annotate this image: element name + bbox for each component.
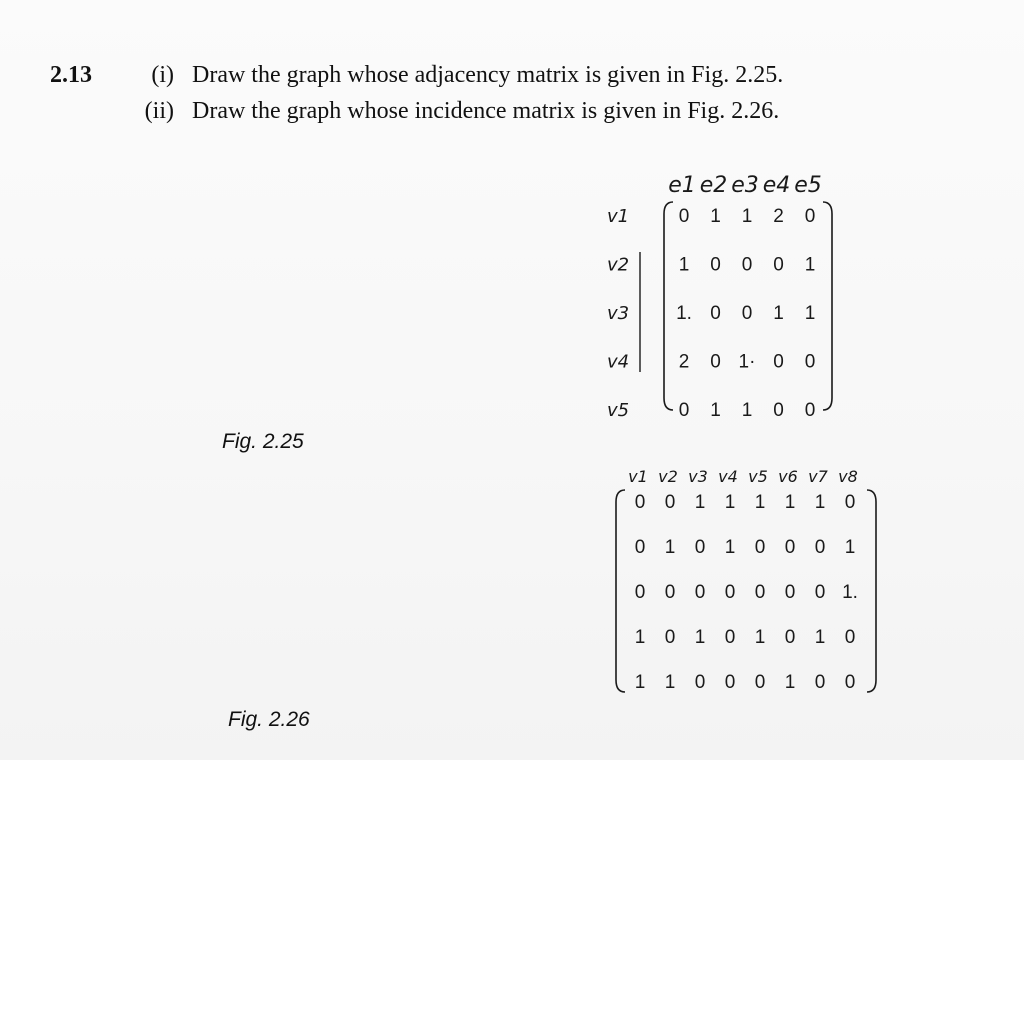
row-label: v1 [606, 206, 630, 227]
right-bracket [867, 490, 876, 692]
item-text: Draw the graph whose incidence matrix is given in Fig. 2.26. [192, 98, 780, 124]
matrix-cell: 0 [694, 672, 706, 693]
matrix-cell: 1. [676, 303, 692, 324]
column-label: e5 [794, 173, 822, 198]
matrix-cell: 0 [710, 303, 721, 324]
matrix-cell: 0 [710, 254, 721, 276]
matrix-cell: 1 [724, 537, 736, 558]
matrix-cell: 0 [724, 582, 736, 603]
matrix-cell: 1 [814, 627, 826, 648]
matrix-cell: 0 [804, 351, 816, 373]
matrix-cell: 1 [664, 672, 676, 693]
matrix-cell: 0 [773, 254, 784, 276]
matrix-cell: 1 [678, 254, 690, 276]
left-bracket [664, 202, 673, 410]
matrix-cell: 1 [664, 537, 676, 558]
matrix-cell: 0 [754, 537, 766, 558]
matrix-cell: 2 [773, 206, 784, 227]
matrix-cell: 0 [784, 537, 796, 558]
matrix-cell: 0 [634, 492, 646, 513]
matrix-cell: 1 [694, 627, 706, 648]
figure-label-2-25: Fig. 2.25 [222, 430, 304, 453]
matrix-cell: 0 [741, 303, 753, 324]
matrix-cell: 1 [754, 627, 766, 648]
matrix-cell: 1 [634, 672, 646, 693]
matrix-cell: 1 [754, 492, 766, 513]
column-label: v6 [778, 467, 798, 486]
matrix-cell: 0 [754, 672, 766, 693]
matrix-cell: 1 [784, 492, 796, 513]
matrix-cell: 2 [678, 351, 690, 373]
item-text: Draw the graph whose adjacency matrix is given in Fig. 2.25. [192, 62, 784, 88]
matrix-cell: 1 [741, 400, 753, 421]
matrix-cell: 1 [844, 537, 856, 558]
column-label: v1 [628, 467, 648, 486]
matrix-cell: 0 [784, 627, 796, 648]
figure-label-2-26: Fig. 2.26 [228, 708, 310, 731]
incidence-matrix-fig-2-26 [600, 460, 890, 700]
item-roman-numeral: (ii) [144, 98, 174, 124]
matrix-cell: 0 [678, 206, 690, 227]
matrix-cell: 0 [694, 537, 706, 558]
column-label: v3 [688, 467, 708, 486]
matrix-cell: 1 [784, 672, 796, 693]
matrix-cell: 0 [724, 627, 736, 648]
matrix-cell: 1 [773, 303, 784, 324]
row-label: v2 [606, 254, 630, 276]
matrix-cell: 0 [634, 537, 646, 558]
matrix-cell: 0 [724, 672, 736, 693]
matrix-cell: 1 [741, 206, 753, 227]
matrix-cell: 0 [773, 400, 784, 421]
matrix-cell: 0 [664, 492, 676, 513]
matrix-cell: 0 [814, 537, 826, 558]
matrix-cell: 0 [754, 582, 766, 603]
matrix-cell: 0 [804, 206, 816, 227]
matrix-cell: 0 [814, 672, 826, 693]
matrix-cell: 1 [710, 400, 721, 421]
matrix-cell: 1 [804, 254, 816, 276]
question-item-ii [110, 98, 779, 125]
row-label: v4 [606, 351, 630, 373]
matrix-cell: 1. [842, 582, 858, 603]
matrix-cell: 0 [664, 627, 676, 648]
column-label: v8 [838, 467, 858, 486]
column-label: v4 [718, 467, 738, 486]
matrix-cell: 1 [804, 303, 816, 324]
matrix-cell: 1 [710, 206, 721, 227]
matrix-cell: 0 [741, 254, 753, 276]
matrix-cell: 1 [724, 492, 736, 513]
left-bracket [616, 490, 625, 692]
adjacency-matrix-fig-2-25 [600, 160, 860, 430]
matrix-cell: 0 [694, 582, 706, 603]
matrix-cell: 1· [738, 351, 756, 373]
row-label: v5 [606, 400, 630, 421]
row-label: v3 [606, 303, 630, 324]
question-item-i [110, 62, 783, 89]
matrix-cell: 0 [773, 351, 784, 373]
matrix-cell: 0 [784, 582, 796, 603]
matrix-cell: 1 [814, 492, 826, 513]
matrix-cell: 1 [634, 627, 646, 648]
problem-number: 2.13 [50, 62, 92, 88]
column-label: e1 [668, 173, 696, 198]
matrix-cell: 0 [678, 400, 690, 421]
matrix-cell: 0 [844, 672, 856, 693]
column-label: e4 [762, 173, 791, 198]
column-label: v5 [748, 467, 768, 486]
matrix-cell: 0 [634, 582, 646, 603]
matrix-cell: 0 [844, 627, 856, 648]
matrix-cell: 0 [844, 492, 856, 513]
column-label: v7 [808, 467, 828, 486]
column-label: e2 [699, 173, 728, 198]
matrix-cell: 1 [694, 492, 706, 513]
item-roman-numeral: (i) [151, 62, 174, 88]
column-label: v2 [658, 467, 678, 486]
right-bracket [823, 202, 832, 410]
matrix-cell: 0 [814, 582, 826, 603]
matrix-cell: 0 [804, 400, 816, 421]
matrix-cell: 0 [664, 582, 676, 603]
matrix-cell: 0 [710, 351, 721, 373]
column-label: e3 [731, 173, 759, 198]
